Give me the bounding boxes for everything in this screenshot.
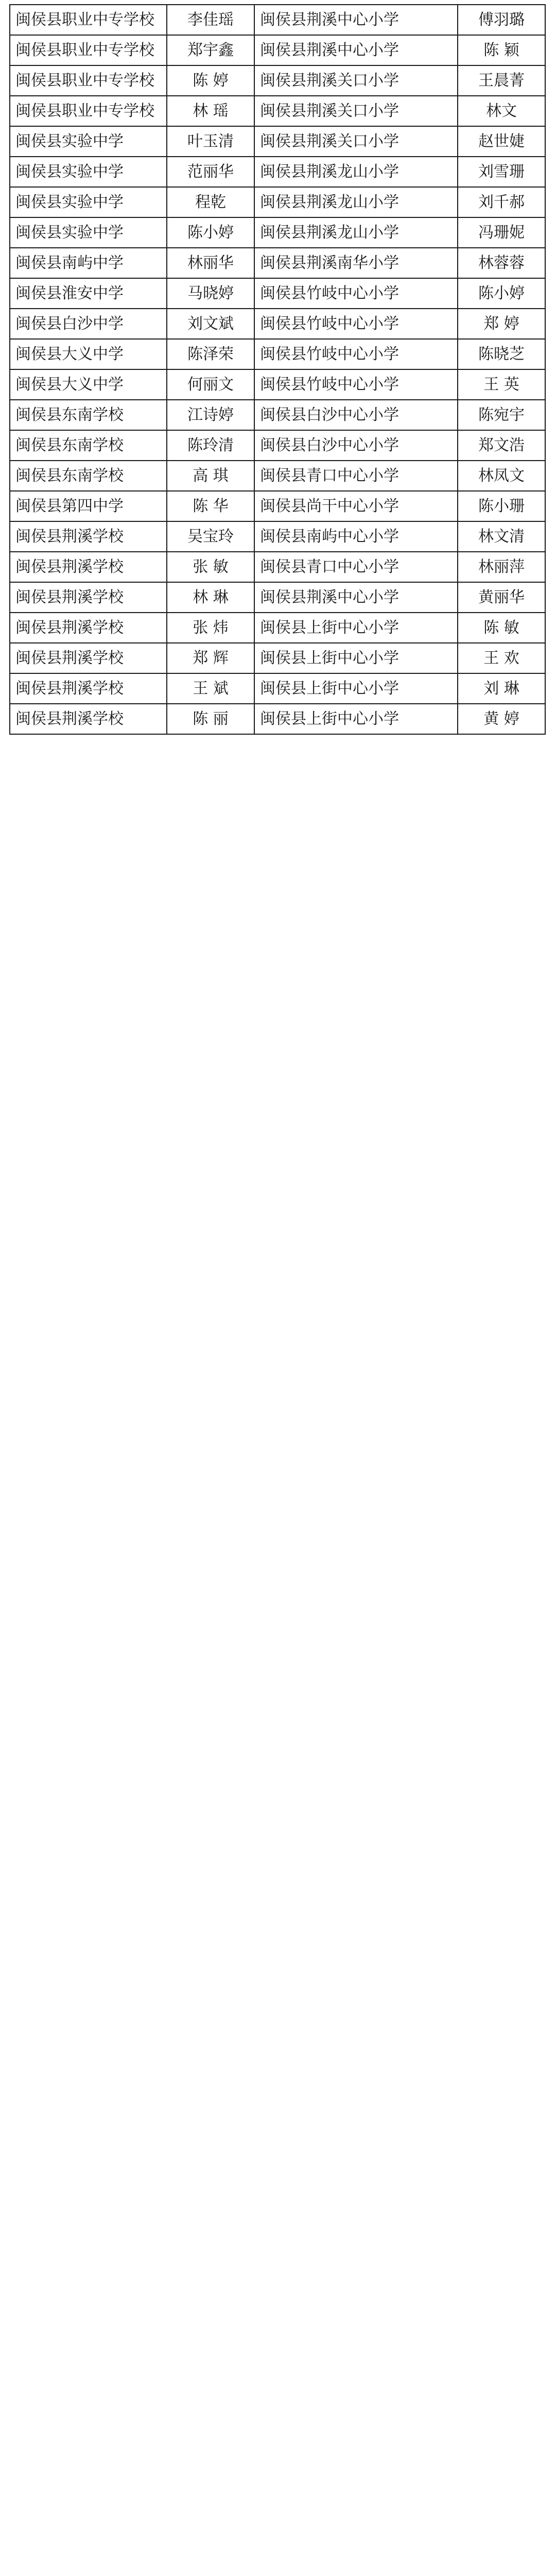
name-cell: 王 英 — [458, 369, 545, 400]
school-cell: 闽侯县尚干中心小学 — [254, 491, 458, 521]
name-cell: 王 斌 — [167, 673, 254, 704]
school-cell: 闽侯县大义中学 — [10, 369, 167, 400]
school-cell: 闽侯县实验中学 — [10, 217, 167, 248]
school-cell: 闽侯县荆溪学校 — [10, 704, 167, 734]
table-row — [10, 309, 545, 339]
school-cell: 闽侯县东南学校 — [10, 461, 167, 491]
school-cell: 闽侯县荆溪龙山小学 — [254, 157, 458, 187]
roster-table — [9, 4, 546, 735]
name-cell: 郑 婷 — [458, 309, 545, 339]
school-cell: 闽侯县实验中学 — [10, 126, 167, 157]
school-cell: 闽侯县荆溪中心小学 — [254, 582, 458, 613]
school-cell: 闽侯县淮安中学 — [10, 278, 167, 309]
table-row — [10, 582, 545, 613]
school-cell: 闽侯县荆溪学校 — [10, 582, 167, 613]
name-cell: 郑文浩 — [458, 430, 545, 461]
name-cell: 高 琪 — [167, 461, 254, 491]
name-cell: 张 炜 — [167, 613, 254, 643]
name-cell: 陈 丽 — [167, 704, 254, 734]
school-cell: 闽侯县荆溪学校 — [10, 643, 167, 673]
name-cell: 林 瑶 — [167, 96, 254, 126]
table-row — [10, 430, 545, 461]
name-cell: 陈晓芝 — [458, 339, 545, 369]
name-cell: 林丽萍 — [458, 552, 545, 582]
school-cell: 闽侯县南屿中学 — [10, 248, 167, 278]
school-cell: 闽侯县职业中专学校 — [10, 96, 167, 126]
name-cell: 何丽文 — [167, 369, 254, 400]
school-cell: 闽侯县荆溪中心小学 — [254, 5, 458, 35]
name-cell: 刘雪珊 — [458, 157, 545, 187]
school-cell: 闽侯县职业中专学校 — [10, 35, 167, 65]
school-cell: 闽侯县大义中学 — [10, 339, 167, 369]
name-cell: 李佳瑶 — [167, 5, 254, 35]
table-row — [10, 704, 545, 734]
school-cell: 闽侯县荆溪中心小学 — [254, 35, 458, 65]
table-row — [10, 521, 545, 552]
school-cell: 闽侯县荆溪关口小学 — [254, 126, 458, 157]
name-cell: 林文清 — [458, 521, 545, 552]
name-cell: 冯珊妮 — [458, 217, 545, 248]
table-row — [10, 5, 545, 35]
school-cell: 闽侯县上街中心小学 — [254, 643, 458, 673]
table-row — [10, 278, 545, 309]
school-cell: 闽侯县白沙中心小学 — [254, 400, 458, 430]
school-cell: 闽侯县竹岐中心小学 — [254, 339, 458, 369]
table-row — [10, 339, 545, 369]
name-cell: 范丽华 — [167, 157, 254, 187]
table-row — [10, 187, 545, 217]
table-row — [10, 217, 545, 248]
table-row — [10, 613, 545, 643]
school-cell: 闽侯县荆溪学校 — [10, 673, 167, 704]
name-cell: 王 欢 — [458, 643, 545, 673]
table-row — [10, 65, 545, 96]
school-cell: 闽侯县上街中心小学 — [254, 613, 458, 643]
name-cell: 黄 婷 — [458, 704, 545, 734]
table-row — [10, 369, 545, 400]
name-cell: 陈宛宇 — [458, 400, 545, 430]
name-cell: 王晨菁 — [458, 65, 545, 96]
name-cell: 陈泽荣 — [167, 339, 254, 369]
name-cell: 林蓉蓉 — [458, 248, 545, 278]
school-cell: 闽侯县荆溪南华小学 — [254, 248, 458, 278]
school-cell: 闽侯县白沙中学 — [10, 309, 167, 339]
school-cell: 闽侯县荆溪龙山小学 — [254, 217, 458, 248]
name-cell: 林文 — [458, 96, 545, 126]
name-cell: 陈小婷 — [458, 278, 545, 309]
school-cell: 闽侯县东南学校 — [10, 430, 167, 461]
school-cell: 闽侯县职业中专学校 — [10, 65, 167, 96]
name-cell: 吴宝玲 — [167, 521, 254, 552]
school-cell: 闽侯县竹岐中心小学 — [254, 309, 458, 339]
name-cell: 陈玲清 — [167, 430, 254, 461]
table-row — [10, 461, 545, 491]
name-cell: 刘 琳 — [458, 673, 545, 704]
name-cell: 张 敏 — [167, 552, 254, 582]
table-row — [10, 643, 545, 673]
name-cell: 陈 颖 — [458, 35, 545, 65]
school-cell: 闽侯县荆溪关口小学 — [254, 65, 458, 96]
school-cell: 闽侯县青口中心小学 — [254, 461, 458, 491]
name-cell: 郑宇鑫 — [167, 35, 254, 65]
school-cell: 闽侯县荆溪学校 — [10, 613, 167, 643]
name-cell: 程乾 — [167, 187, 254, 217]
school-cell: 闽侯县实验中学 — [10, 187, 167, 217]
table-row — [10, 35, 545, 65]
school-cell: 闽侯县荆溪学校 — [10, 521, 167, 552]
table-row — [10, 248, 545, 278]
name-cell: 江诗婷 — [167, 400, 254, 430]
name-cell: 陈 婷 — [167, 65, 254, 96]
table-row — [10, 491, 545, 521]
school-cell: 闽侯县竹岐中心小学 — [254, 278, 458, 309]
school-cell: 闽侯县青口中心小学 — [254, 552, 458, 582]
name-cell: 刘千郝 — [458, 187, 545, 217]
school-cell: 闽侯县南屿中心小学 — [254, 521, 458, 552]
school-cell: 闽侯县实验中学 — [10, 157, 167, 187]
table-row — [10, 673, 545, 704]
name-cell: 叶玉清 — [167, 126, 254, 157]
name-cell: 林凤文 — [458, 461, 545, 491]
name-cell: 马晓婷 — [167, 278, 254, 309]
table-row — [10, 552, 545, 582]
table-row — [10, 96, 545, 126]
name-cell: 林 琳 — [167, 582, 254, 613]
school-cell: 闽侯县东南学校 — [10, 400, 167, 430]
table-row — [10, 157, 545, 187]
table-row — [10, 400, 545, 430]
school-cell: 闽侯县职业中专学校 — [10, 5, 167, 35]
name-cell: 陈小婷 — [167, 217, 254, 248]
school-cell: 闽侯县上街中心小学 — [254, 704, 458, 734]
name-cell: 郑 辉 — [167, 643, 254, 673]
name-cell: 刘文斌 — [167, 309, 254, 339]
name-cell: 傅羽璐 — [458, 5, 545, 35]
name-cell: 陈 华 — [167, 491, 254, 521]
name-cell: 黄丽华 — [458, 582, 545, 613]
name-cell: 赵世婕 — [458, 126, 545, 157]
school-cell: 闽侯县荆溪龙山小学 — [254, 187, 458, 217]
school-cell: 闽侯县白沙中心小学 — [254, 430, 458, 461]
school-cell: 闽侯县第四中学 — [10, 491, 167, 521]
school-cell: 闽侯县荆溪学校 — [10, 552, 167, 582]
school-cell: 闽侯县竹岐中心小学 — [254, 369, 458, 400]
name-cell: 陈 敏 — [458, 613, 545, 643]
name-cell: 陈小珊 — [458, 491, 545, 521]
school-cell: 闽侯县荆溪关口小学 — [254, 96, 458, 126]
name-cell: 林丽华 — [167, 248, 254, 278]
table-row — [10, 126, 545, 157]
school-cell: 闽侯县上街中心小学 — [254, 673, 458, 704]
